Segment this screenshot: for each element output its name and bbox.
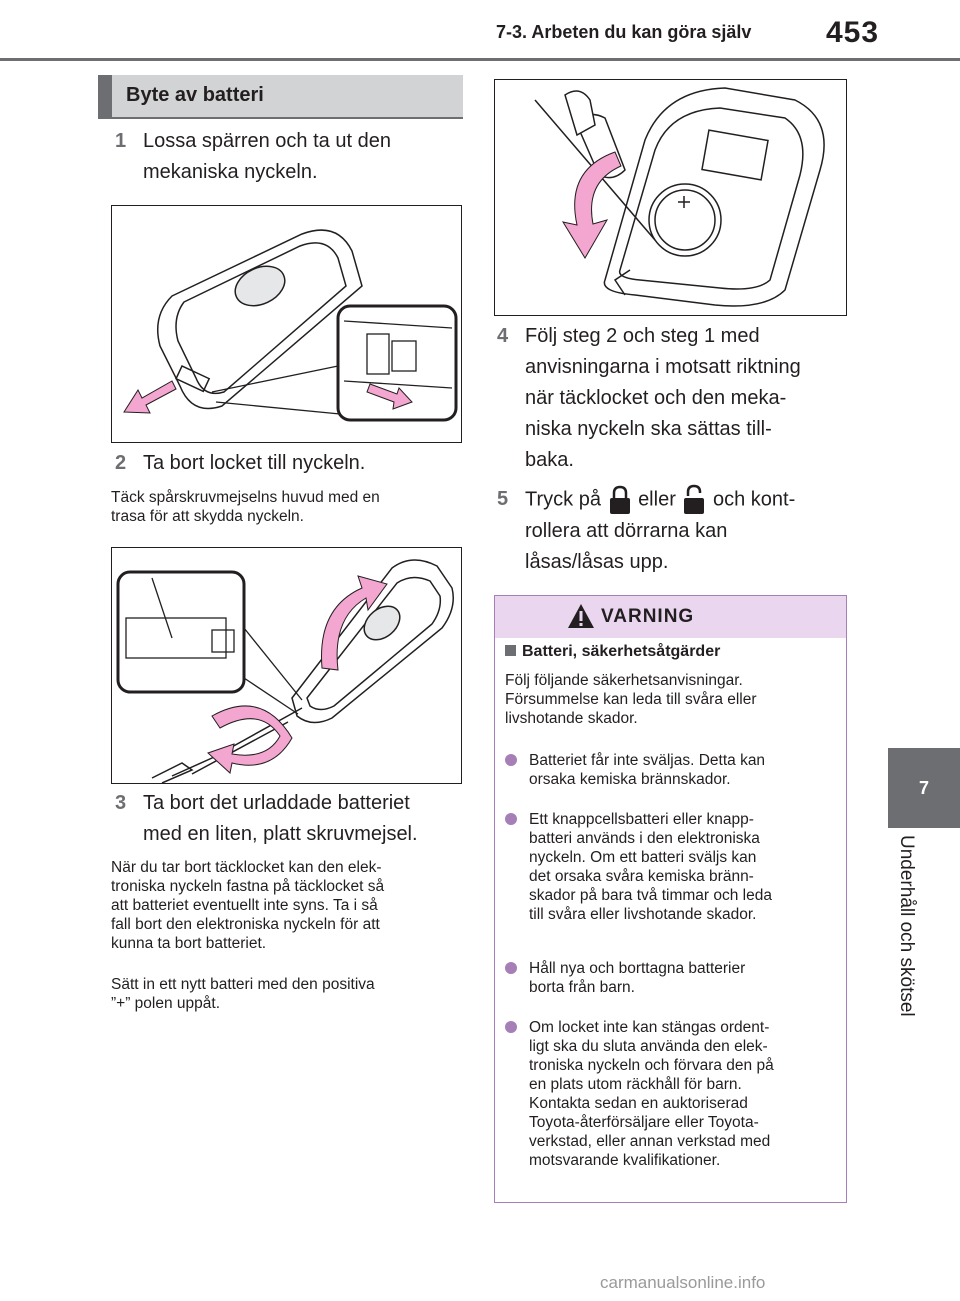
- section-heading: [98, 75, 463, 117]
- header-section-title: 7-3. Arbeten du kan göra själv: [496, 22, 752, 42]
- warning-line: Ett knappcellsbatteri eller knapp-: [529, 811, 754, 828]
- warning-line: verkstad, eller annan verkstad med: [529, 1133, 771, 1150]
- warning-line: orsaka kemiska brännskador.: [529, 771, 731, 788]
- lock-icon: [607, 484, 633, 516]
- warning-line: ligt ska du sluta använda den elek-: [529, 1038, 768, 1055]
- note-line: kunna ta bort batteriet.: [111, 935, 267, 952]
- step-text: rollera att dörrarna kan: [525, 520, 728, 542]
- square-bullet-icon: [505, 645, 516, 656]
- chapter-title: Underhåll och skötsel: [896, 835, 917, 1017]
- warning-line: Följ följande säkerhetsanvisningar.: [505, 672, 743, 689]
- figure-unlatch-key: [111, 205, 462, 443]
- note-line: att batteriet eventuellt inte syns. Ta i så: [111, 897, 378, 914]
- cover-removal-illustration: [112, 548, 461, 783]
- figure-remove-battery: [494, 79, 847, 316]
- step-number: 5: [497, 488, 509, 511]
- note-line: fall bort den elektroniska nyckeln för att: [111, 916, 380, 933]
- bullet-dot-icon: [505, 754, 517, 766]
- warning-line: borta från barn.: [529, 979, 635, 996]
- chapter-tab: 7: [888, 748, 960, 828]
- step-text: baka.: [525, 449, 574, 471]
- step-3-note: [111, 858, 384, 953]
- warning-line: nyckeln. Om ett batteri sväljs kan: [529, 849, 757, 866]
- step-text: Tryck på: [525, 488, 601, 511]
- note-line: ”+” polen uppåt.: [111, 995, 221, 1012]
- bullet-dot-icon: [505, 962, 517, 974]
- step-2-note: [111, 488, 380, 526]
- warning-header: [495, 596, 846, 638]
- page-number: 453: [826, 16, 880, 49]
- pull-arrow: [124, 381, 176, 413]
- unlock-icon: [681, 484, 707, 516]
- warning-line: batteri används i den elektroniska: [529, 830, 760, 847]
- step-3: [115, 788, 418, 850]
- step-text: mekaniska nyckeln.: [143, 161, 318, 183]
- step-5: [497, 484, 795, 578]
- section-divider: [98, 117, 463, 119]
- warning-line: Toyota-återförsäljare eller Toyota-: [529, 1114, 759, 1131]
- step-text: och kont-: [712, 488, 796, 511]
- warning-line: Försummelse kan leda till svåra eller: [505, 691, 757, 708]
- pry-arrow: [563, 152, 621, 258]
- warning-line: det orsaka svåra kemiska bränn-: [529, 868, 754, 885]
- step-number: 4: [497, 325, 509, 347]
- detail-inset: [118, 572, 244, 692]
- warning-bullet: [505, 1018, 835, 1170]
- step-number: 2: [115, 452, 127, 474]
- warning-line: Om locket inte kan stängas ordent-: [529, 1019, 770, 1036]
- warning-box: [494, 595, 847, 1203]
- warning-triangle-icon: [567, 603, 595, 629]
- warning-bullet: [505, 751, 835, 789]
- step-text: Lossa spärren och ta ut den: [143, 130, 391, 152]
- step-text: eller: [638, 488, 676, 511]
- warning-title: VARNING: [601, 606, 695, 627]
- watermark: carmanualsonline.info: [600, 1273, 766, 1292]
- step-text: Ta bort locket till nyckeln.: [143, 452, 366, 474]
- step-text: låsas/låsas upp.: [525, 551, 669, 573]
- section-title: Byte av batteri: [126, 84, 264, 106]
- step-3-note-2: [111, 975, 375, 1013]
- battery-removal-illustration: [495, 80, 846, 315]
- note-line: Täck spårskruvmejselns huvud med en: [111, 489, 380, 506]
- note-line: Sätt in ett nytt batteri med den positiva: [111, 976, 375, 993]
- step-number: 1: [115, 130, 127, 152]
- warning-subtitle: Batteri, säkerhetsåtgärder: [522, 643, 721, 660]
- step-text: Ta bort det urladdade batteriet: [143, 792, 410, 814]
- step-text: när täcklocket och den meka-: [525, 387, 787, 409]
- figure-remove-cover: [111, 547, 462, 784]
- bullet-dot-icon: [505, 813, 517, 825]
- note-line: När du tar bort täcklocket kan den elek-: [111, 859, 382, 876]
- twist-arrow: [208, 706, 292, 773]
- note-line: troniska nyckeln fastna på täcklocket så: [111, 878, 385, 895]
- note-line: trasa för att skydda nyckeln.: [111, 508, 304, 525]
- warning-line: troniska nyckeln och förvara den på: [529, 1057, 774, 1074]
- chapter-title-vertical: [886, 835, 926, 1095]
- warning-bullet: [505, 810, 835, 924]
- step-text: med en liten, platt skruvmejsel.: [143, 823, 418, 845]
- step-number: 3: [115, 792, 127, 814]
- step-1: [115, 126, 391, 188]
- step-2: [115, 448, 365, 479]
- section-heading-bar: [98, 75, 112, 117]
- header-divider: [0, 58, 960, 61]
- warning-line: Kontakta sedan en auktoriserad: [529, 1095, 748, 1112]
- step-text: niska nyckeln ska sättas till-: [525, 418, 772, 440]
- warning-line: motsvarande kvalifikationer.: [529, 1152, 721, 1169]
- warning-line: skador på bara två timmar och leda: [529, 887, 772, 904]
- step-4: [497, 321, 801, 476]
- step-text: Följ steg 2 och steg 1 med: [525, 325, 760, 347]
- warning-line: Batteriet får inte sväljas. Detta kan: [529, 752, 766, 769]
- warning-bullet: [505, 959, 835, 997]
- warning-line: Håll nya och borttagna batterier: [529, 960, 746, 977]
- warning-line: till svåra eller livshotande skador.: [529, 906, 757, 923]
- warning-subtitle-row: [505, 643, 720, 661]
- bullet-dot-icon: [505, 1021, 517, 1033]
- warning-line: en plats utom räckhåll för barn.: [529, 1076, 742, 1093]
- step-text: anvisningarna i motsatt riktning: [525, 356, 801, 378]
- key-fob-illustration: [112, 206, 461, 442]
- warning-line: livshotande skador.: [505, 710, 638, 727]
- warning-intro: [505, 671, 757, 728]
